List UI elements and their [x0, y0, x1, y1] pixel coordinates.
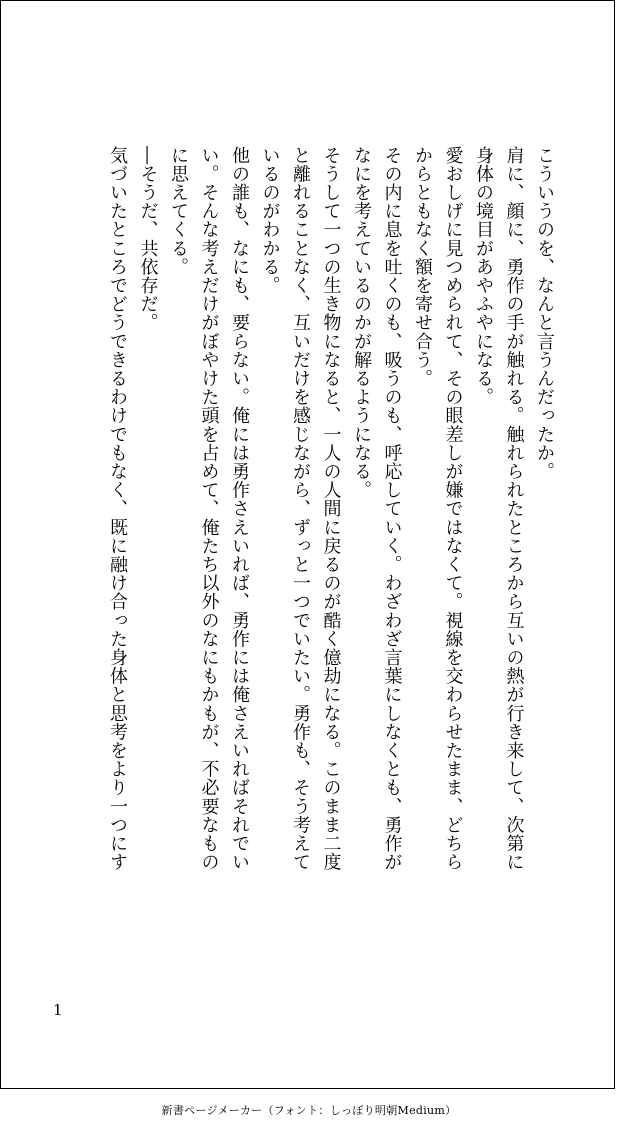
text-line-3: 身体の境目があやふやになる。	[473, 146, 494, 407]
text-line-11: 他の誰も、なにも、要らない。俺には勇作さえいれば、勇作には俺さえいればそれでい	[229, 146, 250, 872]
page-number: 1	[53, 1001, 63, 1019]
text-line-10: いるのがわかる。	[259, 146, 281, 295]
text-line-15: 気づいたところでどうできるわけでもなく、既に融け合った身体と思考をより一つにす	[107, 146, 128, 872]
text-line-8: そうして一つの生き物になると、一人の人間に戻るのが酷く億劫になる。このまま二度	[320, 146, 342, 872]
text-line-4: 愛おしげに見つめられて、その眼差しが嫌ではなくて。視線を交わらせたまま、どちら	[442, 146, 464, 872]
text-line-13: に思えてくる。	[168, 146, 189, 277]
text-line-7: なにを考えているのかが解るようになる。	[351, 146, 372, 500]
text-line-6: その内に息を吐くのも、吸うのも、呼応していく。わざわざ言葉にしなくとも、勇作が	[381, 146, 403, 872]
text-line-14: ―そうだ、共依存だ。	[137, 146, 159, 332]
text-line-2: 肩に、顔に、勇作の手が触れる。触れられたところから互いの熱が行き来して、次第に	[503, 146, 525, 872]
vertical-text-body	[71, 146, 559, 921]
text-line-1: こういうのを、なんと言うんだったか。	[534, 146, 555, 481]
text-line-5: からともなく額を寄せ合う。	[412, 146, 433, 388]
footer-caption: 新書ページメーカー（フォント：しっぽり明朝Medium）	[161, 1104, 457, 1117]
text-line-12: い。そんな考えだけがぼやけた頭を占めて、俺たち以外のなにもかもが、不必要なもの	[198, 146, 220, 872]
text-line-9: と離れることなく、互いだけを感じながら、ずっと一つでいたい。勇作も、そう考えて	[290, 146, 311, 872]
